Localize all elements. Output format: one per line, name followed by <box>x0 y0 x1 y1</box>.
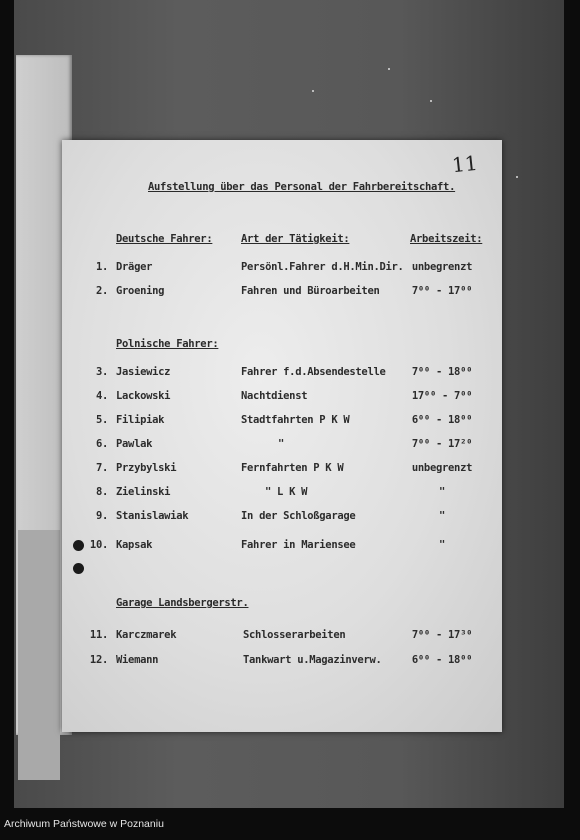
table-row <box>0 285 580 301</box>
row-activity: Nachtdienst <box>241 390 308 402</box>
row-name: Pawlak <box>116 438 153 450</box>
row-activity: Stadtfahrten P K W <box>241 414 350 426</box>
table-row <box>0 390 580 406</box>
row-time: 7⁰⁰ - 17⁰⁰ <box>411 285 473 297</box>
row-name: Groening <box>116 285 165 297</box>
row-activity: Fahrer in Mariensee <box>241 539 356 551</box>
binder-hole-icon <box>73 563 84 574</box>
row-activity: Fahrer f.d.Absendestelle <box>241 366 386 378</box>
row-number: 7. <box>95 462 108 474</box>
table-row <box>0 261 580 277</box>
row-number: 2. <box>95 285 108 297</box>
row-number: 11. <box>89 629 108 641</box>
section-polish-drivers: Polnische Fahrer: <box>116 338 219 350</box>
row-name: Karczmarek <box>116 629 177 641</box>
table-row <box>0 510 580 526</box>
row-activity: Persönl.Fahrer d.H.Min.Dir. <box>241 261 404 273</box>
row-time: " <box>438 486 446 498</box>
row-name: Filipiak <box>116 414 165 426</box>
row-name: Wiemann <box>116 654 159 666</box>
table-row <box>0 629 580 645</box>
row-number: 12. <box>89 654 108 666</box>
row-number: 6. <box>95 438 108 450</box>
row-name: Dräger <box>116 261 153 273</box>
table-row <box>0 462 580 478</box>
row-activity: In der Schloßgarage <box>241 510 356 522</box>
header-activity: Art der Tätigkeit: <box>241 233 350 245</box>
row-name: Stanislawiak <box>116 510 189 522</box>
row-time: 6⁰⁰ - 18⁰⁰ <box>411 654 473 666</box>
row-number: 3. <box>95 366 108 378</box>
dust-speck <box>430 100 432 102</box>
dust-speck <box>388 68 390 70</box>
row-number: 4. <box>95 390 108 402</box>
row-name: Zielinski <box>116 486 171 498</box>
row-time: 7⁰⁰ - 17²⁰ <box>411 438 473 450</box>
row-time: " <box>438 510 446 522</box>
row-time: " <box>438 539 446 551</box>
row-activity: Fahren und Büroarbeiten <box>241 285 380 297</box>
row-time: 7⁰⁰ - 18⁰⁰ <box>411 366 473 378</box>
row-time: unbegrenzt <box>411 462 473 474</box>
archive-caption: Archiwum Państwowe w Poznaniu <box>4 818 164 830</box>
row-number: 10. <box>89 539 108 551</box>
table-row <box>0 539 580 555</box>
section-garage: Garage Landsbergerstr. <box>116 597 249 609</box>
row-activity: " <box>278 438 285 450</box>
header-working-time: Arbeitszeit: <box>410 233 483 245</box>
document-title: Aufstellung über das Personal der Fahrbereitschaft. <box>148 181 456 193</box>
page-number: 11 <box>450 150 479 178</box>
row-number: 1. <box>95 261 108 273</box>
row-name: Jasiewicz <box>116 366 171 378</box>
row-activity: Schlosserarbeiten <box>243 629 346 641</box>
row-time: unbegrenzt <box>411 261 473 273</box>
row-activity: " L K W <box>265 486 308 498</box>
row-activity: Fernfahrten P K W <box>241 462 344 474</box>
table-row <box>0 414 580 430</box>
row-number: 8. <box>95 486 108 498</box>
row-number: 5. <box>95 414 108 426</box>
table-row <box>0 486 580 502</box>
table-row <box>0 366 580 382</box>
row-name: Przybylski <box>116 462 177 474</box>
row-time: 7⁰⁰ - 17³⁰ <box>411 629 473 641</box>
dust-speck <box>312 90 314 92</box>
row-number: 9. <box>95 510 108 522</box>
table-row <box>0 438 580 454</box>
header-german-drivers: Deutsche Fahrer: <box>116 233 213 245</box>
table-row <box>0 654 580 670</box>
row-activity: Tankwart u.Magazinverw. <box>243 654 382 666</box>
row-time: 17⁰⁰ - 7⁰⁰ <box>411 390 473 402</box>
row-name: Kapsak <box>116 539 153 551</box>
row-name: Lackowski <box>116 390 171 402</box>
dust-speck <box>516 176 518 178</box>
row-time: 6⁰⁰ - 18⁰⁰ <box>411 414 473 426</box>
